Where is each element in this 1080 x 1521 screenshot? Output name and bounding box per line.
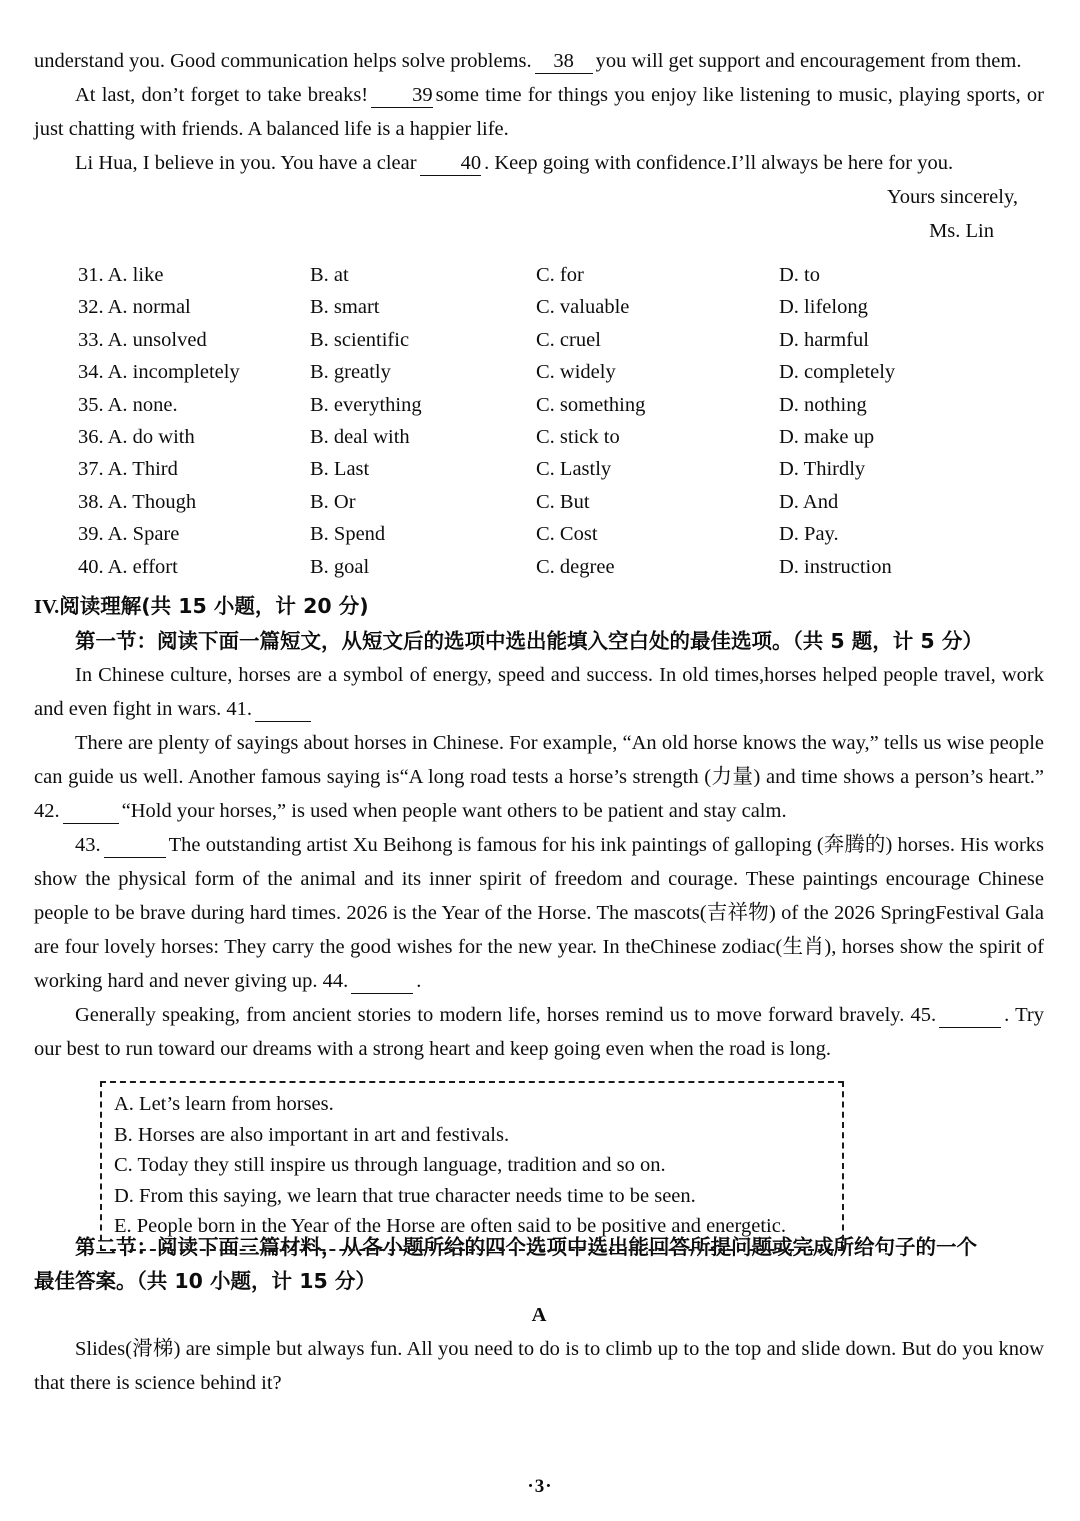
option-a-31[interactable]: 31. A. like: [78, 264, 164, 286]
reading-p4-text-b: . Try our best to run toward our dreams with a strong heart and keep going even when the road is long.: [34, 1004, 1044, 1061]
cloze-paragraph-3: [34, 146, 1044, 180]
option-c-31[interactable]: C. for: [536, 264, 584, 286]
option-d-36[interactable]: D. make up: [779, 426, 875, 449]
option-row: [34, 453, 1044, 485]
section-4-points: (共 15 小题，计 20 分): [141, 594, 369, 619]
reading-p4-text-a: Generally speaking, from ancient stories to modern life, horses remind us to move forward bravely. 45.: [75, 1004, 937, 1027]
section-4-roman: IV.: [34, 596, 60, 619]
cloze-p3-after: . Keep going with confidence.I’ll always be here for you.: [484, 152, 954, 174]
option-row: [34, 356, 1044, 388]
section-4-part-1-heading: 第一节：阅读下面一篇短文，从短文后的选项中选出能填入空白处的最佳选项。（共 5 题，计 5 分）: [75, 629, 983, 654]
option-b-33[interactable]: B. scientific: [310, 328, 410, 351]
option-b-35[interactable]: B. everything: [310, 393, 422, 416]
option-d-40[interactable]: D. instruction: [779, 555, 892, 578]
option-c-34[interactable]: C. widely: [536, 361, 616, 384]
option-row: [34, 324, 1044, 356]
cloze-p2-before: At last, don’t forget to take breaks!: [75, 84, 369, 106]
reading-paragraph-3: [34, 828, 1044, 998]
cloze-paragraph-2: [34, 78, 1044, 146]
option-row: [34, 421, 1044, 453]
option-d-32[interactable]: D. lifelong: [779, 296, 868, 319]
option-c-36[interactable]: C. stick to: [536, 426, 620, 449]
cloze-p1-before: understand you. Good communication helps solve problems.: [34, 50, 532, 72]
option-row: [34, 518, 1044, 550]
section-4-part-2-heading-line1: 第二节：阅读下面三篇材料，从各小题所给的四个选项中选出能回答所提问题或完成所给句子的一个: [75, 1235, 977, 1260]
choice-option-c[interactable]: C. Today they still inspire us through language, tradition and so on.: [114, 1154, 666, 1177]
letter-signer: Ms. Lin: [929, 220, 994, 242]
passage-a-text: Slides(滑梯) are simple but always fun. All you need to do is to climb up to the top and slide down. But do you know that there is science behind it?: [34, 1338, 1044, 1395]
reading-p3-num: 43.: [75, 834, 101, 857]
option-a-36[interactable]: 36. A. do with: [78, 426, 195, 449]
option-a-38[interactable]: 38. A. Though: [78, 490, 197, 513]
choice-option-b[interactable]: B. Horses are also important in art and festivals.: [114, 1123, 510, 1146]
option-a-37[interactable]: 37. A. Third: [78, 458, 178, 481]
option-a-39[interactable]: 39. A. Spare: [78, 523, 180, 546]
choice-option-a[interactable]: A. Let’s learn from horses.: [114, 1093, 334, 1115]
cloze-options-list: [34, 259, 1044, 583]
option-c-32[interactable]: C. valuable: [536, 296, 630, 319]
section-4-heading: [34, 589, 1044, 624]
option-row: [34, 486, 1044, 518]
choice-option-d[interactable]: D. From this saying, we learn that true character needs time to be seen.: [114, 1184, 696, 1207]
blank-39: 39: [371, 85, 433, 108]
option-b-37[interactable]: B. Last: [310, 458, 370, 481]
option-b-32[interactable]: B. smart: [310, 296, 380, 319]
option-row: [34, 259, 1044, 291]
option-c-35[interactable]: C. something: [536, 393, 646, 416]
reading-paragraph-2: [34, 726, 1044, 828]
option-a-40[interactable]: 40. A. effort: [78, 555, 178, 578]
option-row: [34, 389, 1044, 421]
option-b-34[interactable]: B. greatly: [310, 361, 391, 384]
blank-42: [63, 801, 119, 824]
cloze-p2-after: some time for things you enjoy like listening to music, playing sports, or just chatting with friends. A balanced life is a happier life.: [34, 84, 1044, 140]
blank-43: [104, 835, 166, 858]
option-d-38[interactable]: D. And: [779, 490, 839, 513]
reading-p2-text-a: There are plenty of sayings about horses in Chinese. For example, “An old horse knows the way,” tells us wise people can guide us well. Another famous saying is“A long road tests a horse’s strength (力量) and time shows a person’s heart.” 42.: [34, 732, 1044, 823]
option-d-39[interactable]: D. Pay.: [779, 523, 839, 546]
option-b-38[interactable]: B. Or: [310, 490, 356, 513]
blank-45: [939, 1005, 1001, 1028]
blank-40: 40: [420, 153, 482, 176]
cloze-p1-after: you will get support and encouragement from them.: [595, 50, 1022, 72]
blank-44: [351, 971, 413, 994]
reading-p3-text-b: .: [416, 970, 422, 993]
reading-p2-text-b: “Hold your horses,” is used when people want others to be patient and stay calm.: [121, 800, 787, 823]
section-4-part-2-heading-line2: 最佳答案。（共 10 小题，计 15 分）: [34, 1269, 376, 1294]
page-number: ·3·: [527, 1476, 553, 1497]
option-row: [34, 551, 1044, 583]
option-a-33[interactable]: 33. A. unsolved: [78, 328, 207, 351]
blank-38: 38: [535, 51, 593, 74]
option-a-35[interactable]: 35. A. none.: [78, 393, 178, 416]
option-b-36[interactable]: B. deal with: [310, 426, 410, 449]
option-c-40[interactable]: C. degree: [536, 555, 615, 578]
letter-signoff: Yours sincerely,: [887, 186, 1018, 208]
option-c-39[interactable]: C. Cost: [536, 523, 598, 546]
option-a-32[interactable]: 32. A. normal: [78, 296, 191, 319]
option-b-31[interactable]: B. at: [310, 264, 349, 286]
reading-p1-text: In Chinese culture, horses are a symbol of energy, speed and success. In old times,horses helped people travel, work and even fight in wars. 41.: [34, 664, 1044, 721]
cloze-p3-before: Li Hua, I believe in you. You have a clear: [75, 152, 417, 174]
option-d-31[interactable]: D. to: [779, 264, 820, 286]
option-b-39[interactable]: B. Spend: [310, 523, 386, 546]
reading-paragraph-1: [34, 658, 1044, 726]
reading-p3-text-a: The outstanding artist Xu Beihong is famous for his ink paintings of galloping (奔腾的) horses. His works show the physical form of the animal and its inner spirit of freedom and courage. These paintings encourage Chinese people to be brave during hard times. 2026 is the Year of the Horse. The mascots(吉祥物) of the 2026 SpringFestival Gala are four lovely horses: They carry the good wishes for the new year. In theChinese zodiac(生肖), horses show the spirit of working hard and never giving up. 44.: [34, 834, 1044, 993]
option-d-35[interactable]: D. nothing: [779, 393, 867, 416]
choice-options-box: [100, 1081, 844, 1251]
choice-option-e[interactable]: E. People born in the Year of the Horse are often said to be positive and energetic.: [114, 1215, 786, 1238]
option-d-37[interactable]: D. Thirdly: [779, 458, 866, 481]
option-a-34[interactable]: 34. A. incompletely: [78, 361, 240, 384]
cloze-paragraph-1: [34, 44, 1044, 78]
option-c-33[interactable]: C. cruel: [536, 328, 601, 351]
section-4-title: 阅读理解: [59, 594, 142, 619]
passage-a-label: A: [531, 1304, 547, 1327]
option-c-37[interactable]: C. Lastly: [536, 458, 612, 481]
reading-paragraph-4: [34, 998, 1044, 1066]
blank-41: [255, 699, 311, 722]
option-b-40[interactable]: B. goal: [310, 555, 370, 578]
option-row: [34, 291, 1044, 323]
option-d-34[interactable]: D. completely: [779, 361, 896, 384]
option-d-33[interactable]: D. harmful: [779, 328, 869, 351]
option-c-38[interactable]: C. But: [536, 490, 590, 513]
